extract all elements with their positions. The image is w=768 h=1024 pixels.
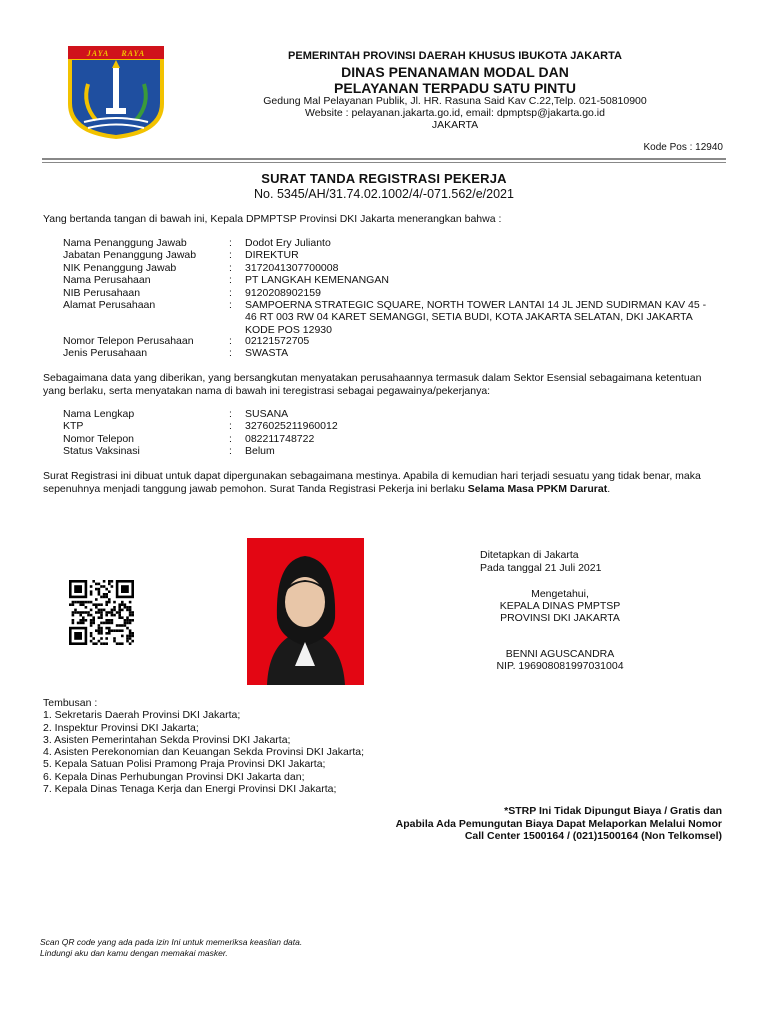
field-colon: : [229, 420, 232, 432]
header-city: JAKARTA [431, 119, 479, 131]
worker-field-value: SUSANA [245, 408, 289, 420]
document-title: SURAT TANDA REGISTRASI PEKERJA [261, 171, 507, 186]
footer-mask-note: Lindungi aku dan kamu dengan memakai masker. [40, 948, 228, 958]
cc-item: 6. Kepala Dinas Perhubungan Provinsi DKI Jakarta dan; [43, 770, 305, 783]
jakarta-coat-of-arms-logo [66, 44, 166, 140]
footer-note [40, 937, 302, 959]
closing-period: . [607, 482, 611, 495]
worker-field-label: Nama Lengkap [63, 408, 135, 420]
cc-item: 7. Kepala Dinas Tenaga Kerja dan Energi Provinsi DKI Jakarta; [43, 783, 337, 796]
cc-list [43, 697, 364, 795]
sign-place: Ditetapkan di Jakarta [480, 549, 579, 561]
field-colon: : [229, 274, 232, 286]
company-field-value: DIREKTUR [245, 249, 299, 261]
sign-known: Mengetahui, [531, 588, 589, 600]
company-field-label: Jabatan Penanggung Jawab [63, 249, 197, 261]
cc-item: 5. Kepala Satuan Polisi Pramong Praja Provinsi DKI Jakarta; [43, 758, 326, 771]
company-field-value: SAMPOERNA STRATEGIC SQUARE, NORTH TOWER LANTAI 14 JL JEND SUDIRMAN KAV 45 - 46 RT 003 RW 04 KARET SEMANGGI, SETIA BUDI, KOTA JAKARTA SELATAN, DKI JAKARTA KODE POS 12930 [245, 299, 707, 336]
header-divider [42, 158, 726, 160]
postal-code: Kode Pos : 12940 [643, 142, 723, 153]
cc-item: 2. Inspektur Provinsi DKI Jakarta; [43, 721, 199, 734]
company-field-value: SWASTA [245, 347, 289, 359]
svg-text:JAYA RAYA: JAYA RAYA [86, 49, 146, 58]
cc-item: 1. Sekretaris Daerah Provinsi DKI Jakarta; [43, 709, 241, 722]
company-field-value: Dodot Ery Julianto [245, 237, 331, 249]
signatory-name: BENNI AGUSCANDRA [505, 648, 615, 660]
worker-field-value: Belum [245, 445, 275, 457]
header-website: Website : pelayanan.jakarta.go.id, email: dpmptsp@jakarta.go.id [305, 107, 605, 119]
company-field-value: 3172041307700008 [245, 262, 339, 274]
worker-field-label: Nomor Telepon [63, 433, 135, 445]
field-colon: : [229, 249, 232, 261]
field-colon: : [229, 287, 232, 299]
worker-photo [247, 538, 364, 685]
signatory-nip: NIP. 196908081997031004 [496, 660, 624, 672]
field-colon: : [229, 237, 232, 249]
company-field-label: Nomor Telepon Perusahaan [63, 335, 194, 347]
middle-paragraph: Sebagaimana data yang diberikan, yang bersangkutan menyatakan perusahaannya termasuk dalam Sektor Esensial sebagaimana ketentuan yang berlaku, serta menyatakan nama di bawah ini teregistrasi sebagai pegawainya/pekerjanya: [43, 372, 702, 397]
worker-field-label: Status Vaksinasi [63, 445, 140, 457]
notice-line-3: Call Center 1500164 / (021)1500164 (Non Telkomsel) [464, 830, 722, 842]
worker-field-value: 082211748722 [245, 433, 315, 445]
free-of-charge-notice [396, 805, 722, 843]
notice-line-2: Apabila Ada Pemungutan Biaya Dapat Melaporkan Melalui Nomor [395, 817, 722, 830]
sign-position-1: KEPALA DINAS PMPTSP [499, 600, 621, 612]
field-colon: : [229, 445, 232, 457]
header-divider-thin [42, 162, 726, 163]
header-address: Gedung Mal Pelayanan Publik, Jl. HR. Rasuna Said Kav C.22,Telp. 021-50810900 [263, 95, 647, 107]
field-colon: : [229, 347, 232, 359]
company-field-label: Nama Penanggung Jawab [63, 237, 187, 249]
company-field-label: Alamat Perusahaan [63, 299, 156, 311]
sign-date: Pada tanggal 21 Juli 2021 [480, 562, 602, 574]
qr-code[interactable] [43, 556, 158, 664]
notice-line-1: *STRP Ini Tidak Dipungut Biaya / Gratis dan [504, 805, 722, 817]
company-field-label: NIB Perusahaan [63, 287, 141, 299]
intro-paragraph: Yang bertanda tangan di bawah ini, Kepala DPMPTSP Provinsi DKI Jakarta menerangkan bahwa : [43, 213, 502, 225]
cc-item: 3. Asisten Pemerintahan Sekda Provinsi DKI Jakarta; [43, 733, 291, 746]
field-colon: : [229, 433, 232, 445]
sign-position-2: PROVINSI DKI JAKARTA [500, 612, 620, 624]
header-agency-line2: PELAYANAN TERPADU SATU PINTU [334, 80, 576, 96]
cc-item: 4. Asisten Perekonomian dan Keuangan Sekda Provinsi DKI Jakarta; [43, 746, 365, 759]
footer-qr-note: Scan QR code yang ada pada izin Ini untuk memeriksa keaslian data. [40, 937, 303, 947]
field-colon: : [229, 408, 232, 420]
closing-text: Surat Registrasi ini dibuat untuk dapat dipergunakan sebagaimana mestinya. Apabila di kemudian hari terjadi sesuatu yang tidak benar, maka sepenuhnya menjadi tanggung jawab pemohon. Surat Tanda Registrasi Pekerja ini berlaku [43, 470, 701, 495]
field-colon: : [229, 262, 232, 274]
field-colon: : [229, 335, 232, 347]
cc-title: Tembusan : [43, 697, 98, 709]
validity-period: Selama Masa PPKM Darurat [467, 482, 608, 495]
document-number: No. 5345/AH/31.74.02.1002/4/-071.562/e/2021 [254, 187, 514, 201]
header-agency-line1: DINAS PENANAMAN MODAL DAN [341, 64, 569, 80]
company-field-label: NIK Penanggung Jawab [63, 262, 177, 274]
company-field-label: Nama Perusahaan [63, 274, 151, 286]
company-field-value: 02121572705 [245, 335, 310, 347]
header-government: PEMERINTAH PROVINSI DAERAH KHUSUS IBUKOTA JAKARTA [288, 50, 622, 62]
company-field-label: Jenis Perusahaan [63, 347, 148, 359]
company-field-value: PT LANGKAH KEMENANGAN [245, 274, 389, 286]
closing-paragraph [43, 470, 723, 495]
worker-field-label: KTP [63, 420, 84, 432]
worker-field-value: 3276025211960012 [245, 420, 338, 432]
company-field-value: 9120208902159 [245, 287, 321, 299]
field-colon: : [229, 299, 232, 311]
